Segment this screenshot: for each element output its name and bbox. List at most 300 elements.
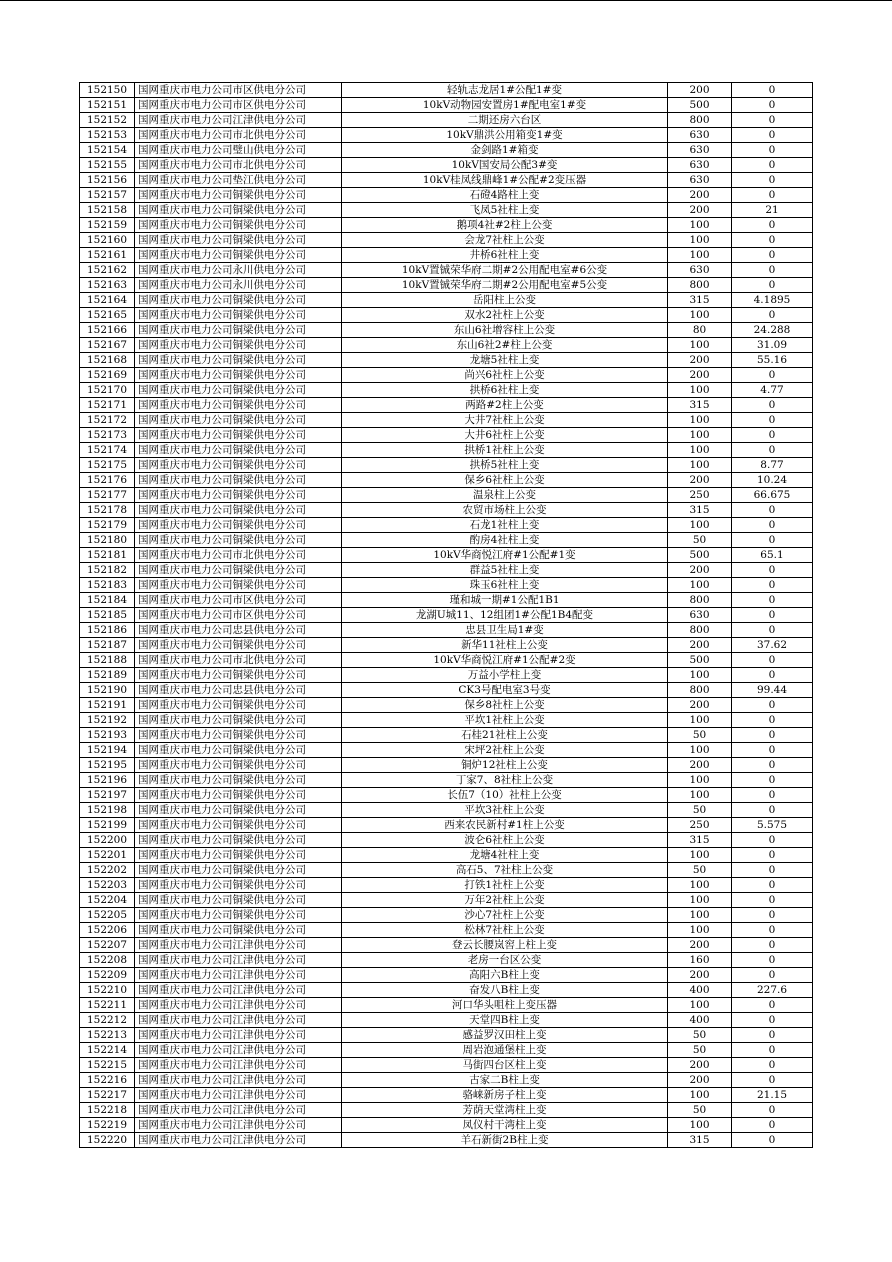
capacity-cell: 100 xyxy=(668,713,732,728)
capacity-cell: 200 xyxy=(668,188,732,203)
table-row xyxy=(80,488,813,503)
capacity-cell: 630 xyxy=(668,158,732,173)
value-cell: 37.62 xyxy=(732,638,813,653)
station-name-cell: 周岩泡通堡柱上变 xyxy=(342,1043,668,1058)
company-cell: 国网重庆市电力公司江津供电分公司 xyxy=(135,1058,342,1073)
value-cell: 66.675 xyxy=(732,488,813,503)
station-name-cell: 铜炉12社柱上公变 xyxy=(342,758,668,773)
company-cell: 国网重庆市电力公司江津供电分公司 xyxy=(135,938,342,953)
station-name-cell: 登云长腰岚窖上柱上变 xyxy=(342,938,668,953)
row-id-cell: 152155 xyxy=(80,158,135,173)
row-id-cell: 152217 xyxy=(80,1088,135,1103)
value-cell: 0 xyxy=(732,578,813,593)
row-id-cell: 152167 xyxy=(80,338,135,353)
company-cell: 国网重庆市电力公司铜梁供电分公司 xyxy=(135,788,342,803)
company-cell: 国网重庆市电力公司市北供电分公司 xyxy=(135,158,342,173)
value-cell: 0 xyxy=(732,113,813,128)
table-row xyxy=(80,338,813,353)
company-cell: 国网重庆市电力公司铜梁供电分公司 xyxy=(135,353,342,368)
station-name-cell: 两路#2柱上公变 xyxy=(342,398,668,413)
row-id-cell: 152212 xyxy=(80,1013,135,1028)
station-name-cell: 温泉柱上公变 xyxy=(342,488,668,503)
capacity-cell: 100 xyxy=(668,518,732,533)
capacity-cell: 630 xyxy=(668,128,732,143)
company-cell: 国网重庆市电力公司铜梁供电分公司 xyxy=(135,728,342,743)
table-row xyxy=(80,548,813,563)
company-cell: 国网重庆市电力公司铜梁供电分公司 xyxy=(135,338,342,353)
table-row xyxy=(80,983,813,998)
capacity-cell: 500 xyxy=(668,98,732,113)
table-row xyxy=(80,968,813,983)
table-row xyxy=(80,743,813,758)
row-id-cell: 152170 xyxy=(80,383,135,398)
value-cell: 0 xyxy=(732,893,813,908)
table-row xyxy=(80,443,813,458)
table-row xyxy=(80,233,813,248)
station-name-cell: 10kV华商悦江府#1公配#2变 xyxy=(342,653,668,668)
value-cell: 65.1 xyxy=(732,548,813,563)
table-row xyxy=(80,1103,813,1118)
capacity-cell: 200 xyxy=(668,83,732,98)
station-name-cell: 古家二B柱上变 xyxy=(342,1073,668,1088)
company-cell: 国网重庆市电力公司江津供电分公司 xyxy=(135,953,342,968)
capacity-cell: 100 xyxy=(668,878,732,893)
row-id-cell: 152163 xyxy=(80,278,135,293)
station-name-cell: 波仑6社柱上公变 xyxy=(342,833,668,848)
company-cell: 国网重庆市电力公司铜梁供电分公司 xyxy=(135,233,342,248)
capacity-cell: 100 xyxy=(668,248,732,263)
company-cell: 国网重庆市电力公司铜梁供电分公司 xyxy=(135,833,342,848)
station-name-cell: 龙塘5社柱上变 xyxy=(342,353,668,368)
row-id-cell: 152165 xyxy=(80,308,135,323)
company-cell: 国网重庆市电力公司铜梁供电分公司 xyxy=(135,458,342,473)
value-cell: 0 xyxy=(732,758,813,773)
value-cell: 0 xyxy=(732,98,813,113)
row-id-cell: 152199 xyxy=(80,818,135,833)
row-id-cell: 152200 xyxy=(80,833,135,848)
row-id-cell: 152209 xyxy=(80,968,135,983)
station-name-cell: 会龙7社柱上公变 xyxy=(342,233,668,248)
company-cell: 国网重庆市电力公司江津供电分公司 xyxy=(135,1028,342,1043)
capacity-cell: 100 xyxy=(668,923,732,938)
table-row xyxy=(80,698,813,713)
table-row xyxy=(80,893,813,908)
station-name-cell: 飞凤5社柱上变 xyxy=(342,203,668,218)
capacity-cell: 80 xyxy=(668,323,732,338)
value-cell: 21.15 xyxy=(732,1088,813,1103)
value-cell: 0 xyxy=(732,518,813,533)
capacity-cell: 100 xyxy=(668,1118,732,1133)
capacity-cell: 100 xyxy=(668,848,732,863)
capacity-cell: 500 xyxy=(668,548,732,563)
station-name-cell: 石磴4路柱上变 xyxy=(342,188,668,203)
company-cell: 国网重庆市电力公司江津供电分公司 xyxy=(135,1088,342,1103)
capacity-cell: 50 xyxy=(668,863,732,878)
company-cell: 国网重庆市电力公司璧山供电分公司 xyxy=(135,143,342,158)
row-id-cell: 152185 xyxy=(80,608,135,623)
station-name-cell: 10kV华商悦江府#1公配#1变 xyxy=(342,548,668,563)
row-id-cell: 152168 xyxy=(80,353,135,368)
station-name-cell: 10kV置铖荣华府二期#2公用配电室#5公变 xyxy=(342,278,668,293)
row-id-cell: 152164 xyxy=(80,293,135,308)
row-id-cell: 152198 xyxy=(80,803,135,818)
table-row xyxy=(80,428,813,443)
table-body xyxy=(80,83,813,1148)
capacity-cell: 200 xyxy=(668,1058,732,1073)
table-row xyxy=(80,263,813,278)
company-cell: 国网重庆市电力公司铜梁供电分公司 xyxy=(135,803,342,818)
capacity-cell: 100 xyxy=(668,893,732,908)
station-name-cell: 保乡6社柱上公变 xyxy=(342,473,668,488)
value-cell: 0 xyxy=(732,713,813,728)
row-id-cell: 152151 xyxy=(80,98,135,113)
station-name-cell: 石龙1社柱上变 xyxy=(342,518,668,533)
value-cell: 0 xyxy=(732,83,813,98)
station-name-cell: 珠玉6社柱上变 xyxy=(342,578,668,593)
row-id-cell: 152195 xyxy=(80,758,135,773)
row-id-cell: 152159 xyxy=(80,218,135,233)
station-name-cell: 瑾和城一期#1公配1B1 xyxy=(342,593,668,608)
table-row xyxy=(80,863,813,878)
company-cell: 国网重庆市电力公司铜梁供电分公司 xyxy=(135,308,342,323)
table-row xyxy=(80,158,813,173)
station-name-cell: 万益小学柱上变 xyxy=(342,668,668,683)
row-id-cell: 152150 xyxy=(80,83,135,98)
table-row xyxy=(80,653,813,668)
capacity-cell: 250 xyxy=(668,818,732,833)
row-id-cell: 152179 xyxy=(80,518,135,533)
table-row xyxy=(80,1133,813,1148)
table-row xyxy=(80,878,813,893)
company-cell: 国网重庆市电力公司铜梁供电分公司 xyxy=(135,368,342,383)
row-id-cell: 152182 xyxy=(80,563,135,578)
company-cell: 国网重庆市电力公司铜梁供电分公司 xyxy=(135,398,342,413)
value-cell: 0 xyxy=(732,308,813,323)
row-id-cell: 152194 xyxy=(80,743,135,758)
value-cell: 0 xyxy=(732,158,813,173)
company-cell: 国网重庆市电力公司市区供电分公司 xyxy=(135,593,342,608)
company-cell: 国网重庆市电力公司铜梁供电分公司 xyxy=(135,878,342,893)
capacity-cell: 400 xyxy=(668,1013,732,1028)
station-name-cell: 尚兴6社柱上公变 xyxy=(342,368,668,383)
value-cell: 0 xyxy=(732,728,813,743)
row-id-cell: 152173 xyxy=(80,428,135,443)
value-cell: 0 xyxy=(732,698,813,713)
row-id-cell: 152178 xyxy=(80,503,135,518)
value-cell: 0 xyxy=(732,248,813,263)
capacity-cell: 630 xyxy=(668,143,732,158)
station-name-cell: 岳阳柱上公变 xyxy=(342,293,668,308)
row-id-cell: 152161 xyxy=(80,248,135,263)
company-cell: 国网重庆市电力公司永川供电分公司 xyxy=(135,263,342,278)
company-cell: 国网重庆市电力公司铜梁供电分公司 xyxy=(135,488,342,503)
row-id-cell: 152206 xyxy=(80,923,135,938)
table-row xyxy=(80,98,813,113)
company-cell: 国网重庆市电力公司铜梁供电分公司 xyxy=(135,908,342,923)
row-id-cell: 152152 xyxy=(80,113,135,128)
station-name-cell: 10kV鼎洪公用箱变1#变 xyxy=(342,128,668,143)
table-row xyxy=(80,953,813,968)
station-name-cell: 万年2社柱上公变 xyxy=(342,893,668,908)
row-id-cell: 152214 xyxy=(80,1043,135,1058)
capacity-cell: 160 xyxy=(668,953,732,968)
row-id-cell: 152215 xyxy=(80,1058,135,1073)
capacity-cell: 100 xyxy=(668,413,732,428)
table-row xyxy=(80,683,813,698)
value-cell: 0 xyxy=(732,1058,813,1073)
row-id-cell: 152154 xyxy=(80,143,135,158)
station-name-cell: 感益罗汉田柱上变 xyxy=(342,1028,668,1043)
station-name-cell: 轻轨志龙居1#公配1#变 xyxy=(342,83,668,98)
station-name-cell: 老房一台区公变 xyxy=(342,953,668,968)
table-row xyxy=(80,563,813,578)
capacity-cell: 200 xyxy=(668,698,732,713)
table-row xyxy=(80,383,813,398)
station-name-cell: 松林7社柱上公变 xyxy=(342,923,668,938)
capacity-cell: 100 xyxy=(668,743,732,758)
capacity-cell: 100 xyxy=(668,668,732,683)
value-cell: 0 xyxy=(732,398,813,413)
value-cell: 0 xyxy=(732,848,813,863)
capacity-cell: 315 xyxy=(668,293,732,308)
station-name-cell: 10kV国安局公配3#变 xyxy=(342,158,668,173)
row-id-cell: 152202 xyxy=(80,863,135,878)
company-cell: 国网重庆市电力公司铜梁供电分公司 xyxy=(135,473,342,488)
station-name-cell: 10kV桂凤线鼎峰1#公配#2变压器 xyxy=(342,173,668,188)
capacity-cell: 50 xyxy=(668,1028,732,1043)
value-cell: 0 xyxy=(732,623,813,638)
table-row xyxy=(80,128,813,143)
table-row xyxy=(80,398,813,413)
company-cell: 国网重庆市电力公司铜梁供电分公司 xyxy=(135,923,342,938)
station-name-cell: 丁家7、8社柱上公变 xyxy=(342,773,668,788)
station-name-cell: 龙湖U城11、12组团1#公配1B4配变 xyxy=(342,608,668,623)
table-row xyxy=(80,578,813,593)
row-id-cell: 152188 xyxy=(80,653,135,668)
company-cell: 国网重庆市电力公司铜梁供电分公司 xyxy=(135,668,342,683)
capacity-cell: 800 xyxy=(668,113,732,128)
table-row xyxy=(80,173,813,188)
value-cell: 0 xyxy=(732,953,813,968)
capacity-cell: 800 xyxy=(668,593,732,608)
table-row xyxy=(80,998,813,1013)
table-row xyxy=(80,623,813,638)
row-id-cell: 152216 xyxy=(80,1073,135,1088)
company-cell: 国网重庆市电力公司市区供电分公司 xyxy=(135,83,342,98)
row-id-cell: 152176 xyxy=(80,473,135,488)
station-name-cell: 忠县卫生局1#变 xyxy=(342,623,668,638)
company-cell: 国网重庆市电力公司铜梁供电分公司 xyxy=(135,713,342,728)
station-name-cell: 大井7社柱上公变 xyxy=(342,413,668,428)
value-cell: 0 xyxy=(732,668,813,683)
value-cell: 10.24 xyxy=(732,473,813,488)
table-row xyxy=(80,923,813,938)
table-row xyxy=(80,278,813,293)
value-cell: 0 xyxy=(732,128,813,143)
company-cell: 国网重庆市电力公司江津供电分公司 xyxy=(135,1073,342,1088)
row-id-cell: 152191 xyxy=(80,698,135,713)
station-name-cell: 拱桥5社柱上变 xyxy=(342,458,668,473)
value-cell: 0 xyxy=(732,878,813,893)
capacity-cell: 100 xyxy=(668,233,732,248)
value-cell: 0 xyxy=(732,263,813,278)
capacity-cell: 100 xyxy=(668,458,732,473)
capacity-cell: 315 xyxy=(668,398,732,413)
value-cell: 0 xyxy=(732,653,813,668)
table-row xyxy=(80,638,813,653)
station-name-cell: 拱桥6社柱上变 xyxy=(342,383,668,398)
value-cell: 21 xyxy=(732,203,813,218)
company-cell: 国网重庆市电力公司市北供电分公司 xyxy=(135,128,342,143)
table-row xyxy=(80,668,813,683)
table-row xyxy=(80,188,813,203)
company-cell: 国网重庆市电力公司铜梁供电分公司 xyxy=(135,218,342,233)
company-cell: 国网重庆市电力公司铜梁供电分公司 xyxy=(135,893,342,908)
table-row xyxy=(80,458,813,473)
table-row xyxy=(80,803,813,818)
value-cell: 0 xyxy=(732,923,813,938)
page-top-border xyxy=(0,0,892,1)
value-cell: 0 xyxy=(732,1118,813,1133)
table-row xyxy=(80,1058,813,1073)
capacity-cell: 50 xyxy=(668,1043,732,1058)
table-row xyxy=(80,368,813,383)
value-cell: 0 xyxy=(732,428,813,443)
company-cell: 国网重庆市电力公司铜梁供电分公司 xyxy=(135,413,342,428)
company-cell: 国网重庆市电力公司铜梁供电分公司 xyxy=(135,563,342,578)
company-cell: 国网重庆市电力公司永川供电分公司 xyxy=(135,278,342,293)
value-cell: 0 xyxy=(732,143,813,158)
station-name-cell: 平坎3社柱上公变 xyxy=(342,803,668,818)
row-id-cell: 152218 xyxy=(80,1103,135,1118)
value-cell: 0 xyxy=(732,413,813,428)
table-row xyxy=(80,833,813,848)
table-row xyxy=(80,113,813,128)
table-row xyxy=(80,608,813,623)
station-name-cell: 新华11社柱上公变 xyxy=(342,638,668,653)
value-cell: 0 xyxy=(732,533,813,548)
station-name-cell: 奋发八B柱上变 xyxy=(342,983,668,998)
table-row xyxy=(80,413,813,428)
company-cell: 国网重庆市电力公司江津供电分公司 xyxy=(135,1043,342,1058)
value-cell: 0 xyxy=(732,608,813,623)
row-id-cell: 152208 xyxy=(80,953,135,968)
table-row xyxy=(80,593,813,608)
company-cell: 国网重庆市电力公司铜梁供电分公司 xyxy=(135,293,342,308)
row-id-cell: 152171 xyxy=(80,398,135,413)
value-cell: 0 xyxy=(732,1028,813,1043)
table-row xyxy=(80,308,813,323)
capacity-cell: 315 xyxy=(668,1133,732,1148)
company-cell: 国网重庆市电力公司铜梁供电分公司 xyxy=(135,383,342,398)
table-row xyxy=(80,1073,813,1088)
value-cell: 0 xyxy=(732,173,813,188)
capacity-cell: 100 xyxy=(668,218,732,233)
company-cell: 国网重庆市电力公司铜梁供电分公司 xyxy=(135,773,342,788)
row-id-cell: 152175 xyxy=(80,458,135,473)
row-id-cell: 152189 xyxy=(80,668,135,683)
value-cell: 0 xyxy=(732,368,813,383)
capacity-cell: 200 xyxy=(668,473,732,488)
row-id-cell: 152192 xyxy=(80,713,135,728)
company-cell: 国网重庆市电力公司江津供电分公司 xyxy=(135,1103,342,1118)
company-cell: 国网重庆市电力公司铜梁供电分公司 xyxy=(135,533,342,548)
table-row xyxy=(80,728,813,743)
value-cell: 0 xyxy=(732,833,813,848)
table-row xyxy=(80,1043,813,1058)
capacity-cell: 500 xyxy=(668,653,732,668)
table-row xyxy=(80,323,813,338)
value-cell: 99.44 xyxy=(732,683,813,698)
capacity-cell: 250 xyxy=(668,488,732,503)
row-id-cell: 152193 xyxy=(80,728,135,743)
table-row xyxy=(80,143,813,158)
value-cell: 8.77 xyxy=(732,458,813,473)
capacity-cell: 100 xyxy=(668,773,732,788)
station-name-cell: 长伍7（10）社柱上公变 xyxy=(342,788,668,803)
station-name-cell: 井桥6社柱上变 xyxy=(342,248,668,263)
value-cell: 0 xyxy=(732,443,813,458)
value-cell: 4.1895 xyxy=(732,293,813,308)
capacity-cell: 50 xyxy=(668,728,732,743)
company-cell: 国网重庆市电力公司江津供电分公司 xyxy=(135,998,342,1013)
row-id-cell: 152158 xyxy=(80,203,135,218)
company-cell: 国网重庆市电力公司垫江供电分公司 xyxy=(135,173,342,188)
station-name-cell: 高阳六B柱上变 xyxy=(342,968,668,983)
table-row xyxy=(80,248,813,263)
capacity-cell: 100 xyxy=(668,998,732,1013)
row-id-cell: 152184 xyxy=(80,593,135,608)
capacity-cell: 800 xyxy=(668,683,732,698)
capacity-cell: 50 xyxy=(668,1103,732,1118)
row-id-cell: 152169 xyxy=(80,368,135,383)
company-cell: 国网重庆市电力公司忠县供电分公司 xyxy=(135,623,342,638)
company-cell: 国网重庆市电力公司铜梁供电分公司 xyxy=(135,578,342,593)
company-cell: 国网重庆市电力公司铜梁供电分公司 xyxy=(135,443,342,458)
value-cell: 31.09 xyxy=(732,338,813,353)
company-cell: 国网重庆市电力公司铜梁供电分公司 xyxy=(135,323,342,338)
row-id-cell: 152177 xyxy=(80,488,135,503)
table-row xyxy=(80,818,813,833)
table-row xyxy=(80,773,813,788)
row-id-cell: 152162 xyxy=(80,263,135,278)
station-name-cell: 农贸市场柱上公变 xyxy=(342,503,668,518)
row-id-cell: 152190 xyxy=(80,683,135,698)
value-cell: 0 xyxy=(732,743,813,758)
value-cell: 0 xyxy=(732,968,813,983)
row-id-cell: 152207 xyxy=(80,938,135,953)
value-cell: 24.288 xyxy=(732,323,813,338)
company-cell: 国网重庆市电力公司江津供电分公司 xyxy=(135,1118,342,1133)
value-cell: 0 xyxy=(732,908,813,923)
station-name-cell: 东山6社2#柱上公变 xyxy=(342,338,668,353)
station-name-cell: 河口华头咀柱上变压器 xyxy=(342,998,668,1013)
row-id-cell: 152157 xyxy=(80,188,135,203)
capacity-cell: 100 xyxy=(668,908,732,923)
value-cell: 0 xyxy=(732,233,813,248)
capacity-cell: 200 xyxy=(668,758,732,773)
row-id-cell: 152204 xyxy=(80,893,135,908)
row-id-cell: 152205 xyxy=(80,908,135,923)
station-name-cell: 鹅项4社#2柱上公变 xyxy=(342,218,668,233)
data-table xyxy=(79,82,813,1148)
row-id-cell: 152172 xyxy=(80,413,135,428)
table-row xyxy=(80,518,813,533)
station-name-cell: 金剑路1#箱变 xyxy=(342,143,668,158)
capacity-cell: 630 xyxy=(668,263,732,278)
capacity-cell: 100 xyxy=(668,383,732,398)
row-id-cell: 152196 xyxy=(80,773,135,788)
